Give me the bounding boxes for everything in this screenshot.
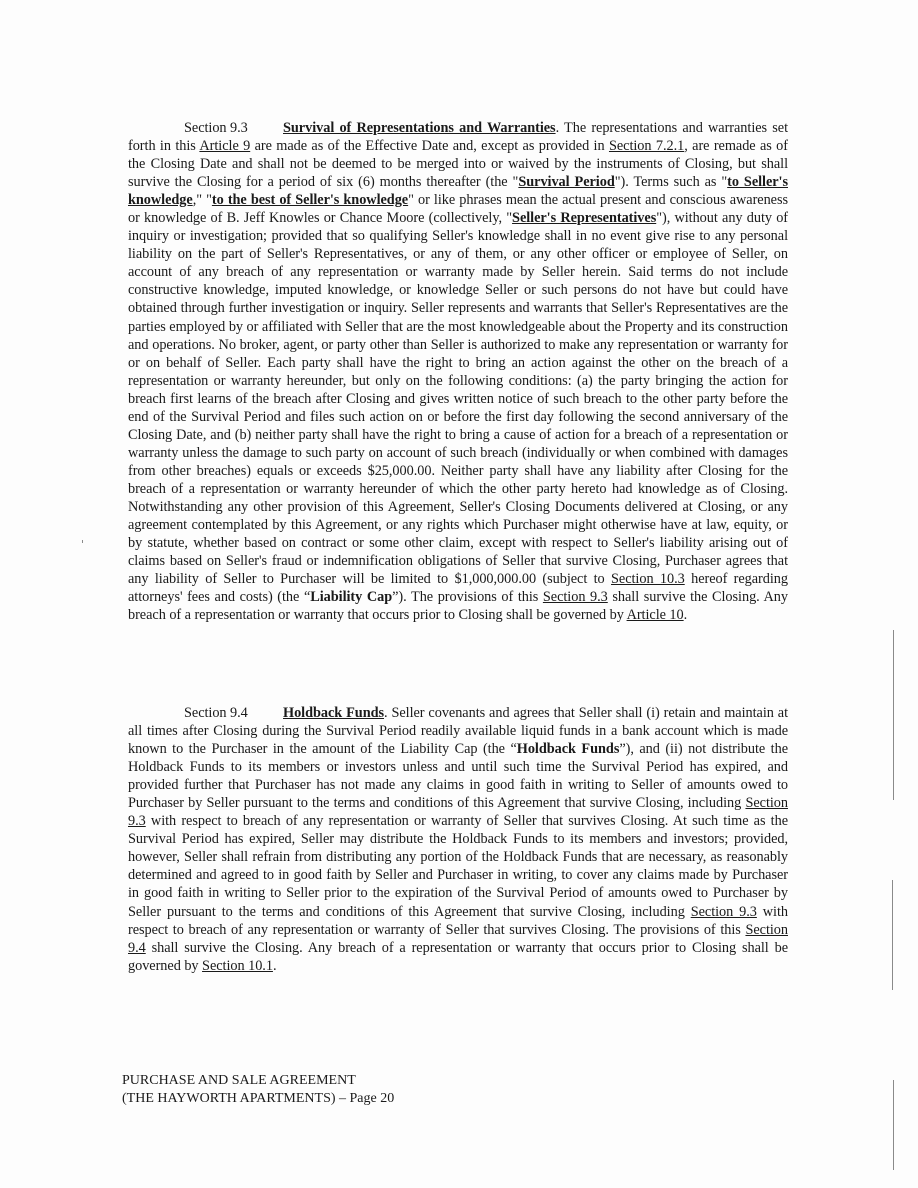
footer-title: PURCHASE AND SALE AGREEMENT [122,1073,356,1088]
body-text: ”), and (ii) not distribute the Holdback Funds to its members or investors unless and until such time the Survival Period has expired, and provided further that Purchaser has not made any claims in good faith in writing to Seller of amounts owed to Purchaser by Seller pursuant to the terms and conditions of this Agreement that survive Closing, including [128,741,788,812]
cross-reference-link[interactable]: Section 7.2.1 [608,138,685,155]
body-text: shall survive the Closing. Any breach of a representation or warranty that occurs prior to Closing shall be governed by [128,939,788,974]
body-text: " or like phrases mean the actual present and conscious awareness or knowledge of B. Jeff Knowles or Chance Moore (collectively, " [128,192,789,227]
page-footer [122,1072,394,1108]
section-number: Section 9.3 [184,120,248,136]
body-text: . [272,957,277,974]
cross-reference-link[interactable]: Section 10.3 [611,571,685,588]
section-number: Section 9.4 [184,705,248,721]
cross-reference-link[interactable]: Section 9.3 [542,589,608,606]
cross-reference-link[interactable]: Section 10.1 [202,957,273,974]
section-9-4-paragraph [128,704,788,975]
defined-term: Liability Cap [310,589,393,606]
scan-margin-mark [893,630,894,800]
body-text: "). Terms such as " [614,174,728,191]
body-text: shall survive the Closing. Any breach of a representation or warranty that occurs prior to Closing shall be governed by [128,589,788,624]
defined-term: Holdback Funds [516,741,620,758]
cross-reference-link[interactable]: Section 9.4 [128,921,788,956]
cross-reference-link[interactable]: Section 9.3 [128,795,788,830]
cross-reference-link[interactable]: Article 10 [626,607,684,624]
section-9-3-paragraph [128,119,788,624]
section-title: Holdback Funds [283,705,385,721]
body-text: . [683,607,688,624]
defined-term: to the best of Seller's knowledge [211,192,409,209]
body-text: hereof regarding attorneys' fees and costs) (the “ [128,571,788,606]
scan-margin-mark [893,1080,894,1170]
defined-term: Seller's Representatives [512,210,657,227]
body-text: with respect to breach of any representation or warranty of Seller that survives Closing. At such time as the Survival Period has expired, Seller may distribute the Holdback Funds to its members and investors; provided, however, Seller shall refrain from distributing any portion of the Holdback Funds that are necessary, as reasonably determined and agreed to in good faith by Seller and Purchaser in writing, to cover any claims made by Purchaser in good faith in writing to Seller prior to the expiration of the Survival Period of amounts owed to Purchaser by Seller pursuant to the terms and conditions of this Agreement that survive Closing, including [128,813,788,920]
scan-margin-mark [892,880,893,990]
defined-term: to Seller's knowledge [128,174,788,209]
body-text: , are remade as of the Closing Date and shall not be deemed to be merged into or waived by the instruments of Closing, but shall survive the Closing for a period of six (6) months thereafter (the " [128,138,788,191]
scan-margin-mark [82,540,83,543]
section-title: Survival of Representations and Warranties [283,120,556,136]
defined-term: Survival Period [518,174,615,191]
body-text: . Seller covenants and agrees that Seller shall (i) retain and maintain at all times after Closing during the Survival Period readily available liquid funds in a bank account which is made known to the Purchaser in the amount of the Liability Cap (the “ [128,705,788,758]
body-text: . The representations and warranties set forth in this [128,120,788,155]
body-text: ”). The provisions of this [392,589,543,606]
body-text: "), without any duty of inquiry or investigation; provided that so qualifying Seller's knowledge shall in no event give rise to any personal liability on the part of Seller's Representatives, or any of them, or any other officer or employee of Seller, on account of any breach of any representation or warranty made by Seller herein. Said terms do not include constructive knowledge, imputed knowledge, or knowledge Seller or such persons do not have but could have obtained through further investigation or inquiry. Seller represents and warrants that Seller's Representatives are the parties employed by or affiliated with Seller that are the most knowledgeable about the Property and its construction and operations. No broker, agent, or party other than Seller is authorized to make any representation or warranty for or on behalf of Seller. Each party shall have the right to bring an action against the other on the breach of a representation or warranty hereunder, but only on the following conditions: (a) the party bringing the action for breach first learns of the breach after Closing and gives written notice of such breach to the other party before the end of the Survival Period and files such action on or before the first day following the second anniversary of the Closing Date, and (b) neither party shall have the right to bring a cause of action for a breach of a representation or warranty unless the damage to such party on account of such breach (individually or when combined with damages from other breaches) equals or exceeds $25,000.00. Neither party shall have any liability after Closing for the breach of a representation or warranty hereunder of which the other party hereto had knowledge as of Closing. Notwithstanding any other provision of this Agreement, Seller's Closing Documents delivered at Closing, or any agreement contemplated by this Agreement, or any rights which Purchaser might otherwise have at law, equity, or by statute, whether based on contract or some other claim, except with respect to Seller's liability arising out of claims based on Seller's fraud or indemnification obligations of Seller that survive Closing, Purchaser agrees that any liability of Seller to Purchaser will be limited to $1,000,000.00 (subject to [128,210,788,588]
cross-reference-link[interactable]: Section 9.3 [690,903,757,920]
body-text: are made as of the Effective Date and, except as provided in [250,138,609,155]
cross-reference-link[interactable]: Article 9 [199,138,251,155]
footer-page-label: (THE HAYWORTH APARTMENTS) – Page 20 [122,1091,395,1106]
body-text: with respect to breach of any representation or warranty of Seller that survives Closing. The provisions of this [128,903,788,938]
body-text: ," " [192,192,212,209]
